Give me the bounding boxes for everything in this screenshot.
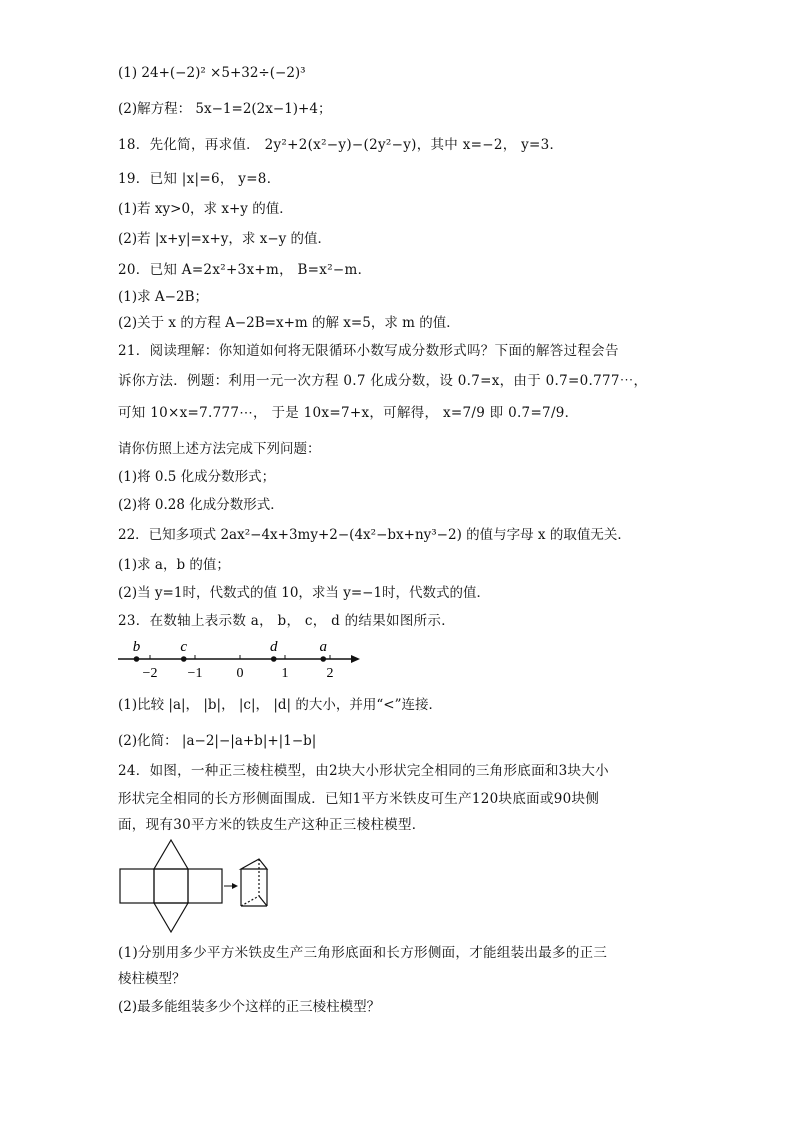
point-a [320,656,326,662]
problem-24-part-1-line-1: (1)分别用多少平方米铁皮生产三角形底面和长方形侧面，才能组装出最多的正三 [118,945,608,961]
tick-label: 0 [236,666,244,681]
prism-net [120,840,222,932]
tick-label: 2 [326,666,334,681]
problem-19-part-1: (1)若 xy>0，求 x+y 的值． [118,201,293,217]
problem-20-part-1: (1)求 A−2B； [118,289,208,305]
problem-17-part-2: (2)解方程： 5x−1=2(2x−1)+4； [118,101,332,117]
arrow-icon [224,883,238,889]
problem-22: 22．已知多项式 2ax²−4x+3my+2−(4x²−bx+ny³−2) 的值与字母 x 的取值无关． [118,527,631,543]
point-c [181,656,187,662]
tick-label: 1 [281,666,289,681]
problem-23: 23．在数轴上表示数 a， b， c， d 的结果如图所示． [118,613,456,629]
point-label-b: b [132,639,141,655]
problem-23-part-2: (2)化简： |a−2|−|a+b|+|1−b| [118,733,317,749]
point-label-d: d [270,639,278,655]
point-label-c: c [180,639,188,655]
problem-24-line-3: 面，现有30平方米的铁皮生产这种正三棱柱模型． [118,817,426,833]
problem-21-line-1: 21．阅读理解：你知道如何将无限循环小数写成分数形式吗？下面的解答过程会告 [118,343,619,359]
problem-24-part-1-line-2: 棱柱模型？ [118,971,186,987]
tick-label: −1 [187,666,203,681]
point-d [271,656,277,662]
problem-21-instruction: 请你仿照上述方法完成下列问题： [118,441,321,457]
problem-21-line-3: 可知 10×x=7.777⋯， 于是 10x=7+x，可解得， x=7/9 即 0.7̇=7/9． [118,405,579,421]
problem-19: 19．已知 |x|=6， y=8． [118,171,281,187]
point-label-a: a [319,639,327,655]
problem-19-part-2: (2)若 |x+y|=x+y，求 x−y 的值． [118,231,332,247]
problem-21-part-1: (1)将 0.5̇ 化成分数形式； [118,469,276,485]
problem-24-line-1: 24．如图，一种正三棱柱模型，由2块大小形状完全相同的三角形底面和3块大小 [118,763,609,779]
tick-label: −2 [142,666,158,681]
problem-17-part-1: (1) 24+(−2)² ×5+32÷(−2)³ [118,65,306,81]
problem-22-part-1: (1)求 a，b 的值； [118,557,230,573]
point-b [134,656,140,662]
problem-22-part-2: (2)当 y=1时，代数式的值 10，求当 y=−1时，代数式的值． [118,585,491,601]
problem-23-part-1: (1)比较 |a|， |b|， |c|， |d| 的大小，并用“<”连接． [118,697,442,713]
problem-24-line-2: 形状完全相同的长方形侧面围成．已知1平方米铁皮可生产120块底面或90块侧 [118,791,600,807]
prism-figure [116,836,286,944]
prism-solid [241,859,267,906]
problem-21-line-2: 诉你方法．例题：利用一元一次方程 0.7 化成分数，设 0.7̇=x，由于 0.7̇=0.777⋯， [118,373,648,389]
problem-21-part-2: (2)将 0.2̇8̇ 化成分数形式． [118,497,284,513]
problem-18: 18．先化简，再求值． 2y²+2(x²−y)−(2y²−y)，其中 x=−2， y=3． [118,137,564,153]
problem-20-part-2: (2)关于 x 的方程 A−2B=x+m 的解 x=5，求 m 的值． [118,315,460,331]
problem-24-part-2: (2)最多能组装多少个这样的正三棱柱模型？ [118,999,381,1015]
number-line-figure [112,634,372,682]
problem-20: 20．已知 A=2x²+3x+m， B=x²−m． [118,262,372,278]
